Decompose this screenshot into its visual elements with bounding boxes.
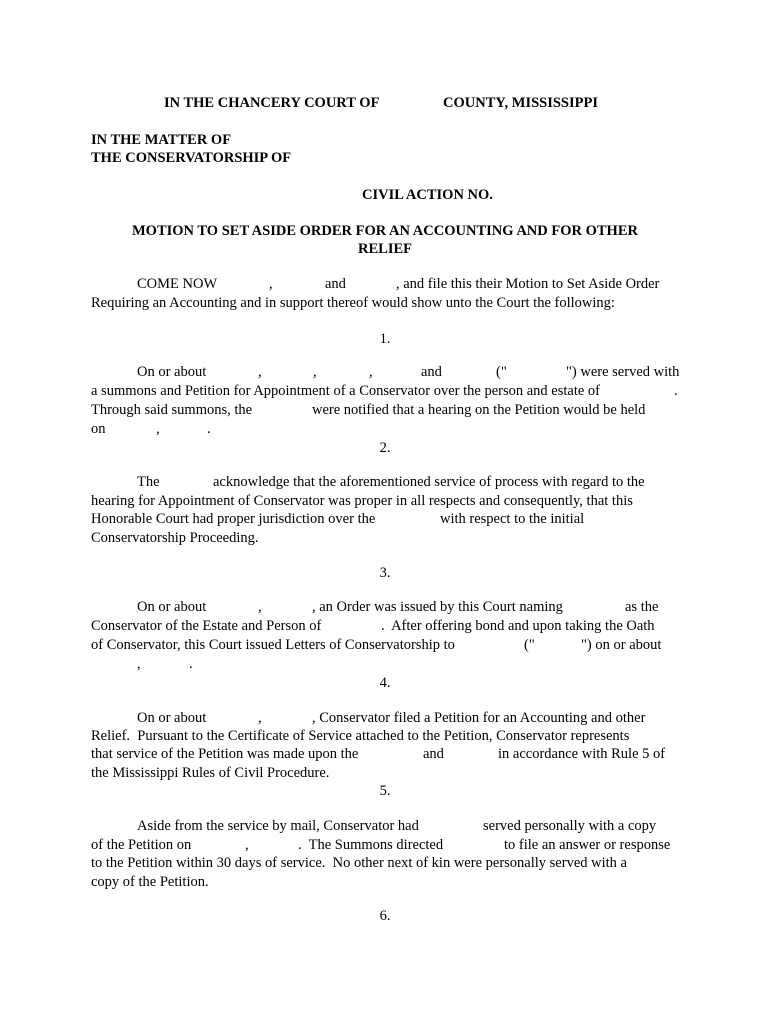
paragraph-text: , — [258, 364, 262, 380]
paragraph-number: 2. — [379, 440, 391, 456]
paragraph-number: 3. — [379, 565, 391, 581]
paragraph-text: and — [423, 746, 444, 762]
paragraph-text: On or about — [137, 599, 207, 615]
paragraph-text: Honorable Court had proper jurisdiction over the — [91, 511, 376, 527]
paragraph-text: to the Petition within 30 days of service. No other next of kin were personally served with a — [91, 855, 627, 871]
paragraph-text: in accordance with Rule 5 of — [498, 746, 666, 762]
paragraph-text: (" — [524, 637, 535, 653]
paragraph-text: served personally with a copy — [483, 818, 657, 834]
court-heading-left: IN THE CHANCERY COURT OF — [164, 95, 380, 111]
paragraph-text: , — [137, 656, 141, 672]
motion-title-line-1: MOTION TO SET ASIDE ORDER FOR AN ACCOUNTING AND FOR OTHER — [132, 223, 638, 239]
paragraph-text: , an Order was issued by this Court naming — [312, 599, 563, 615]
paragraph-text: with respect to the initial — [440, 511, 585, 527]
intro-text: , and file this their Motion to Set Aside Order — [396, 276, 660, 292]
paragraph-text: on — [91, 421, 106, 437]
paragraph-text: that service of the Petition was made upon the — [91, 746, 359, 762]
paragraph-text: Relief. Pursuant to the Certificate of Service attached to the Petition, Conservator represents — [91, 728, 630, 744]
paragraph-text: as the — [625, 599, 659, 615]
paragraph-text: ") were served with — [566, 364, 680, 380]
paragraph-number: 1. — [379, 331, 391, 347]
paragraph-text: and — [421, 364, 442, 380]
paragraph-text: acknowledge that the aforementioned service of process with regard to the — [213, 474, 645, 490]
paragraph-text: Conservatorship Proceeding. — [91, 530, 259, 546]
paragraph-text: On or about — [137, 364, 207, 380]
paragraph-text: copy of the Petition. — [91, 874, 209, 890]
paragraph-text: ") on or about — [581, 637, 662, 653]
paragraph-text: . — [189, 656, 193, 672]
intro-text: , — [269, 276, 273, 292]
paragraph-text: to file an answer or response — [504, 837, 671, 853]
paragraph-text: , — [258, 710, 262, 726]
paragraph-text: hearing for Appointment of Conservator was proper in all respects and consequently, that this — [91, 493, 633, 509]
paragraph-text: The — [137, 474, 160, 490]
paragraph-text: Conservator of the Estate and Person of — [91, 618, 322, 634]
paragraph-text: , — [156, 421, 160, 437]
paragraph-text: the Mississippi Rules of Civil Procedure. — [91, 765, 330, 781]
paragraph-text: Through said summons, the — [91, 402, 253, 418]
paragraph-number: 6. — [379, 908, 391, 924]
paragraph-text: . The Summons directed — [298, 837, 444, 853]
paragraph-text: . — [207, 421, 211, 437]
paragraph-text: , — [369, 364, 373, 380]
paragraph-text: Aside from the service by mail, Conservator had — [137, 818, 419, 834]
paragraph-text: , — [313, 364, 317, 380]
court-heading-right: COUNTY, MISSISSIPPI — [443, 95, 598, 111]
paragraph-text: a summons and Petition for Appointment of a Conservator over the person and estate of — [91, 383, 601, 399]
paragraph-text: . After offering bond and upon taking the Oath — [381, 618, 655, 634]
paragraph-text: were notified that a hearing on the Petition would be held — [312, 402, 646, 418]
paragraph-text: . — [674, 383, 678, 399]
paragraph-text: (" — [496, 364, 507, 380]
paragraph-text: , — [245, 837, 249, 853]
paragraph-number: 5. — [379, 783, 391, 799]
matter-line-2: THE CONSERVATORSHIP OF — [91, 150, 292, 166]
motion-title-line-2: RELIEF — [358, 241, 412, 257]
intro-text: Requiring an Accounting and in support thereof would show unto the Court the following: — [91, 295, 615, 311]
paragraph-text: On or about — [137, 710, 207, 726]
paragraph-text: , — [258, 599, 262, 615]
civil-action-number: CIVIL ACTION NO. — [362, 187, 493, 203]
intro-text: and — [325, 276, 346, 292]
paragraph-number: 4. — [379, 675, 391, 691]
paragraph-text: , Conservator filed a Petition for an Accounting and other — [312, 710, 646, 726]
paragraph-text: of the Petition on — [91, 837, 192, 853]
paragraph-text: of Conservator, this Court issued Letters of Conservatorship to — [91, 637, 455, 653]
intro-text: COME NOW — [137, 276, 218, 292]
matter-line-1: IN THE MATTER OF — [91, 132, 232, 148]
